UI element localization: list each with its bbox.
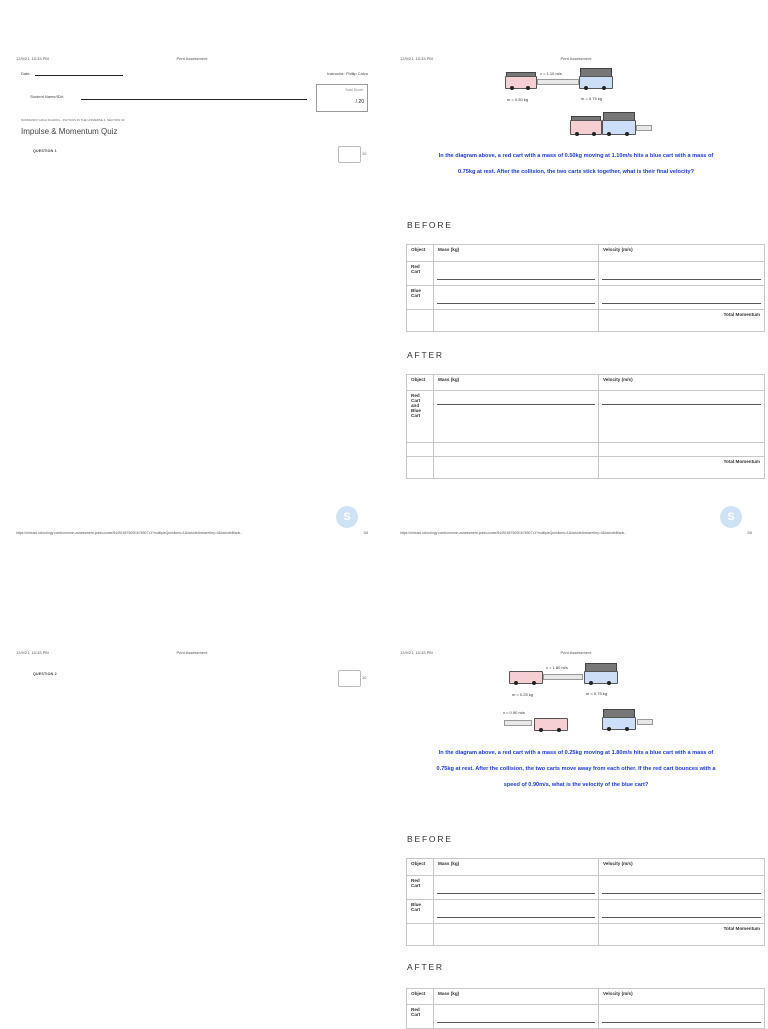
table-row — [407, 876, 765, 900]
footer-url: https://nlmusd.schoology.com/common-assessment-print/course/5449165750/5167690713?multipleQuestions=1&includeAnswerKey=0&includeBlank... — [16, 531, 244, 535]
red-mass-label: m = 0.50 kg — [507, 97, 529, 102]
col-mass: Mass (kg) — [434, 989, 599, 1005]
table-row — [407, 310, 765, 332]
wheel-icon — [539, 728, 543, 732]
student-name-label: Student Name/ID#: — [30, 94, 65, 99]
col-velocity: Velocity (m/s) — [599, 989, 765, 1005]
red-mass-label: m = 0.25 kg — [512, 692, 534, 697]
col-mass: Mass (kg) — [434, 859, 599, 876]
points-input[interactable] — [338, 146, 361, 163]
question-line-3: speed of 0.90m/s, what is the velocity of the blue cart? — [503, 782, 649, 788]
total-momentum-label: Total Momentum — [599, 457, 765, 479]
after-table — [406, 374, 765, 479]
row-label-red-cart: Red Cart — [407, 1005, 434, 1029]
total-score-label: Total Score: — [345, 88, 364, 92]
after-heading: AFTER — [407, 350, 444, 360]
after-table — [406, 988, 765, 1029]
row-label-red-cart: Red Cart — [407, 262, 434, 286]
velocity-label: v = 1.80 m/s — [546, 665, 568, 670]
combined-velocity-input[interactable] — [599, 391, 765, 443]
footer-page-number: 1/8 — [363, 531, 368, 535]
before-heading: BEFORE — [407, 834, 453, 844]
red-mass-input[interactable] — [434, 1005, 599, 1029]
question-line-1: In the diagram above, a red cart with a mass of 0.25kg moving at 1.80m/s hits a blue cart with a mass of — [438, 750, 714, 756]
header-title: Print Assessment — [560, 650, 592, 655]
before-table — [406, 858, 765, 946]
col-mass: Mass (kg) — [434, 245, 599, 262]
page-header — [400, 54, 752, 64]
row-label-combined: Red Cart and Blue Cart — [407, 391, 434, 443]
page-4 — [400, 648, 760, 1024]
row-label-blue-cart: Blue Cart — [407, 286, 434, 310]
question-line-1: In the diagram above, a red cart with a mass of 0.50kg moving at 1.10m/s hits a blue cart with a mass of — [438, 153, 714, 159]
red-mass-input[interactable] — [434, 262, 599, 286]
header-title: Print Assessment — [176, 56, 208, 61]
wheel-icon — [625, 727, 629, 731]
arrow-right-icon — [543, 674, 583, 680]
wheel-icon — [514, 681, 518, 685]
page-1 — [16, 54, 368, 538]
question-line-2: 0.75kg at rest. After the collision, the two carts move away from each other. If the red cart bounces with a — [436, 766, 716, 772]
footer-url: https://nlmusd.schoology.com/common-assessment-print/course/5449165750/5167690713?multipleQuestions=1&includeAnswerKey=0&includeBlank... — [400, 531, 628, 535]
instructor-name: Instructor: Phillip Calvo — [327, 71, 368, 76]
row-label-blue-cart: Blue Cart — [407, 900, 434, 924]
table-header-row — [407, 245, 765, 262]
points-value: 10 — [362, 675, 367, 680]
wheel-icon — [584, 86, 588, 90]
wheel-icon — [575, 132, 579, 136]
wheel-icon — [532, 681, 536, 685]
table-row — [407, 443, 765, 457]
velocity-label: v = 1.10 m/s — [540, 71, 562, 76]
page-2 — [400, 54, 760, 538]
blue-mass-input[interactable] — [434, 900, 599, 924]
header-date: 12/9/21, 10:33 PM — [400, 56, 433, 61]
red-velocity-input[interactable] — [599, 262, 765, 286]
quiz-title: Impulse & Momentum Quiz — [21, 127, 118, 136]
total-momentum-label: Total Momentum — [599, 924, 765, 946]
blue-mass-input[interactable] — [434, 286, 599, 310]
footer-page-number: 2/8 — [747, 531, 752, 535]
bounce-velocity-label: v = 0.90 m/s — [503, 710, 525, 715]
header-title: Print Assessment — [176, 650, 208, 655]
blue-mass-label: m = 0.75 kg — [581, 96, 603, 101]
table-header-row — [407, 375, 765, 391]
wheel-icon — [607, 681, 611, 685]
col-object: Object — [407, 375, 434, 391]
wheel-icon — [607, 132, 611, 136]
header-date: 12/9/21, 10:33 PM — [16, 650, 49, 655]
red-mass-input[interactable] — [434, 876, 599, 900]
red-velocity-input[interactable] — [599, 876, 765, 900]
combined-mass-input[interactable] — [434, 391, 599, 443]
wheel-icon — [589, 681, 593, 685]
before-table — [406, 244, 765, 332]
page-header — [16, 54, 368, 64]
table-header-row — [407, 989, 765, 1005]
page-header — [16, 648, 368, 658]
blue-mass-label: m = 0.75 kg — [586, 691, 608, 696]
wheel-icon — [607, 727, 611, 731]
col-velocity: Velocity (m/s) — [599, 859, 765, 876]
table-row — [407, 391, 765, 443]
col-velocity: Velocity (m/s) — [599, 245, 765, 262]
table-row — [407, 457, 765, 479]
table-row — [407, 286, 765, 310]
wheel-icon — [526, 86, 530, 90]
page-header — [400, 648, 752, 658]
question-label: QUESTION 1 — [33, 149, 57, 153]
table-header-row — [407, 859, 765, 876]
arrow-right-icon — [637, 719, 653, 725]
question-line-2: 0.75kg at rest. After the collision, the two carts stick together, what is their final velocity? — [457, 169, 695, 175]
total-score-box — [316, 84, 368, 112]
col-object: Object — [407, 859, 434, 876]
date-label: Date: — [21, 71, 31, 76]
total-momentum-label: Total Momentum — [599, 310, 765, 332]
before-heading: BEFORE — [407, 220, 453, 230]
col-mass: Mass (kg) — [434, 375, 599, 391]
student-name-field[interactable] — [81, 99, 307, 100]
header-date: 12/9/21, 10:33 PM — [16, 56, 49, 61]
date-field[interactable] — [35, 75, 123, 76]
points-input[interactable] — [338, 670, 361, 687]
table-row — [407, 1005, 765, 1029]
col-velocity: Velocity (m/s) — [599, 375, 765, 391]
col-object: Object — [407, 989, 434, 1005]
arrow-left-icon — [504, 720, 532, 726]
wheel-icon — [510, 86, 514, 90]
school-name: NORMANDY HIGH SCHOOL - PHYSICS IN THE UNIVERSE 4, SECTION 43 — [21, 118, 125, 122]
arrow-right-icon — [537, 79, 579, 85]
wheel-icon — [557, 728, 561, 732]
wheel-icon — [625, 132, 629, 136]
header-title: Print Assessment — [560, 56, 592, 61]
question-text — [400, 148, 752, 180]
col-object: Object — [407, 245, 434, 262]
red-velocity-input[interactable] — [599, 1005, 765, 1029]
blue-velocity-input[interactable] — [599, 286, 765, 310]
question-text — [400, 745, 752, 793]
wheel-icon — [592, 132, 596, 136]
schoology-badge-icon: S — [336, 506, 358, 528]
total-score-value: / 20 — [355, 99, 364, 105]
row-label-red-cart: Red Cart — [407, 876, 434, 900]
header-date: 12/9/21, 10:33 PM — [400, 650, 433, 655]
table-row — [407, 900, 765, 924]
arrow-right-icon — [636, 125, 652, 131]
points-value: 10 — [362, 151, 367, 156]
question-label: QUESTION 2 — [33, 672, 57, 676]
after-heading: AFTER — [407, 962, 444, 972]
table-row — [407, 262, 765, 286]
page-3 — [16, 648, 368, 1024]
wheel-icon — [602, 86, 606, 90]
schoology-badge-icon: S — [720, 506, 742, 528]
blue-velocity-input[interactable] — [599, 900, 765, 924]
table-row — [407, 924, 765, 946]
